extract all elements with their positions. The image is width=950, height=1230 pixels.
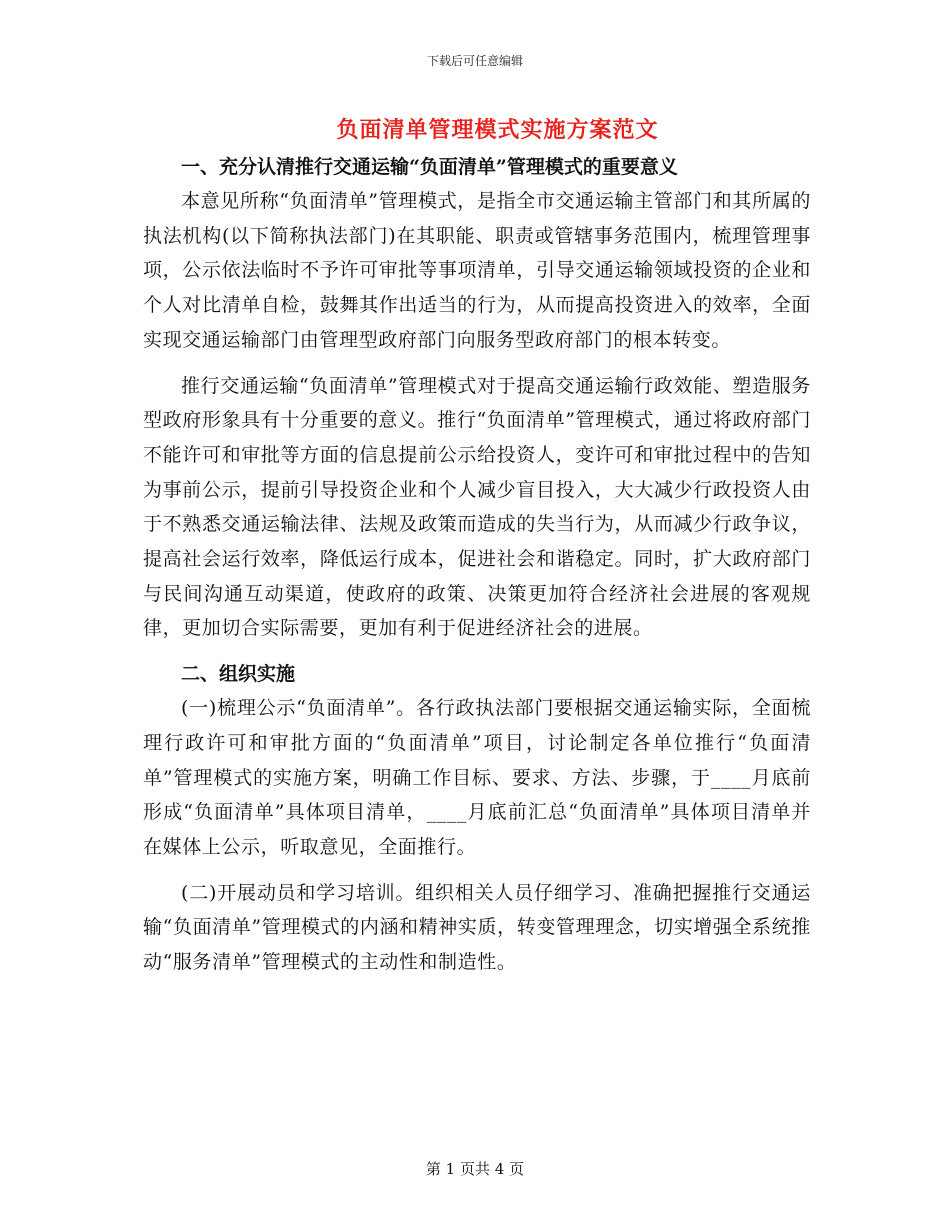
section-2 xyxy=(143,657,811,980)
document-body xyxy=(143,150,811,991)
paragraph: (二)开展动员和学习培训。组织相关人员仔细学习、准确把握推行交通运输“负面清单”管理模式的内涵和精神实质，转变管理理念，切实增强全系统推动“服务清单”管理模式的主动性和制造性。 xyxy=(143,881,811,974)
section-heading: 二、组织实施 xyxy=(181,663,296,686)
header-note: 下载后可任意编辑 xyxy=(426,54,523,68)
document-title: 负面清单管理模式实施方案范文 xyxy=(336,117,659,143)
section-heading: 一、充分认清推行交通运输“负面清单”管理模式的重要意义 xyxy=(181,156,678,178)
page-number-footer: 第 1 页共 4 页 xyxy=(425,1160,525,1178)
paragraph: 推行交通运输“负面清单”管理模式对于提高交通运输行政效能、塑造服务型政府形象具有十分重要的意义。推行“负面清单”管理模式，通过将政府部门不能许可和审批等方面的信息提前公示给投资人，变许可和审批过程中的告知为事前公示，提前引导投资企业和个人减少盲目投入，大大减少行政投资人由于不熟悉交通运输法律、法规及政策而造成的失当行为，从而减少行政争议，提高社会运行效率，降低运行成本，促进社会和谐稳定。同时，扩大政府部门与民间沟通互动渠道，使政府的政策、决策更加符合经济社会进展的客观规律，更加切合实际需要，更加有利于促进经济社会的进展。 xyxy=(143,374,811,640)
paragraph: (一)梳理公示“负面清单”。各行政执法部门要根据交通运输实际，全面梳理行政许可和审批方面的“负面清单”项目，讨论制定各单位推行“负面清单”管理模式的实施方案，明确工作目标、要求、方法、步骤，于____月底前形成“负面清单”具体项目清单，____月底前汇总“负面清单”具体项目清单并在媒体上公示，听取意见，全面推行。 xyxy=(143,697,811,858)
paragraph: 本意见所称“负面清单”管理模式，是指全市交通运输主管部门和其所属的执法机构(以下简称执法部门)在其职能、职责或管辖事务范围内，梳理管理事项，公示依法临时不予许可审批等事项清单，引导交通运输领域投资的企业和个人对比清单自检，鼓舞其作出适当的行为，从而提高投资进入的效率，全面实现交通运输部门由管理型政府部门向服务型政府部门的根本转变。 xyxy=(143,190,811,351)
section-1 xyxy=(143,150,811,646)
